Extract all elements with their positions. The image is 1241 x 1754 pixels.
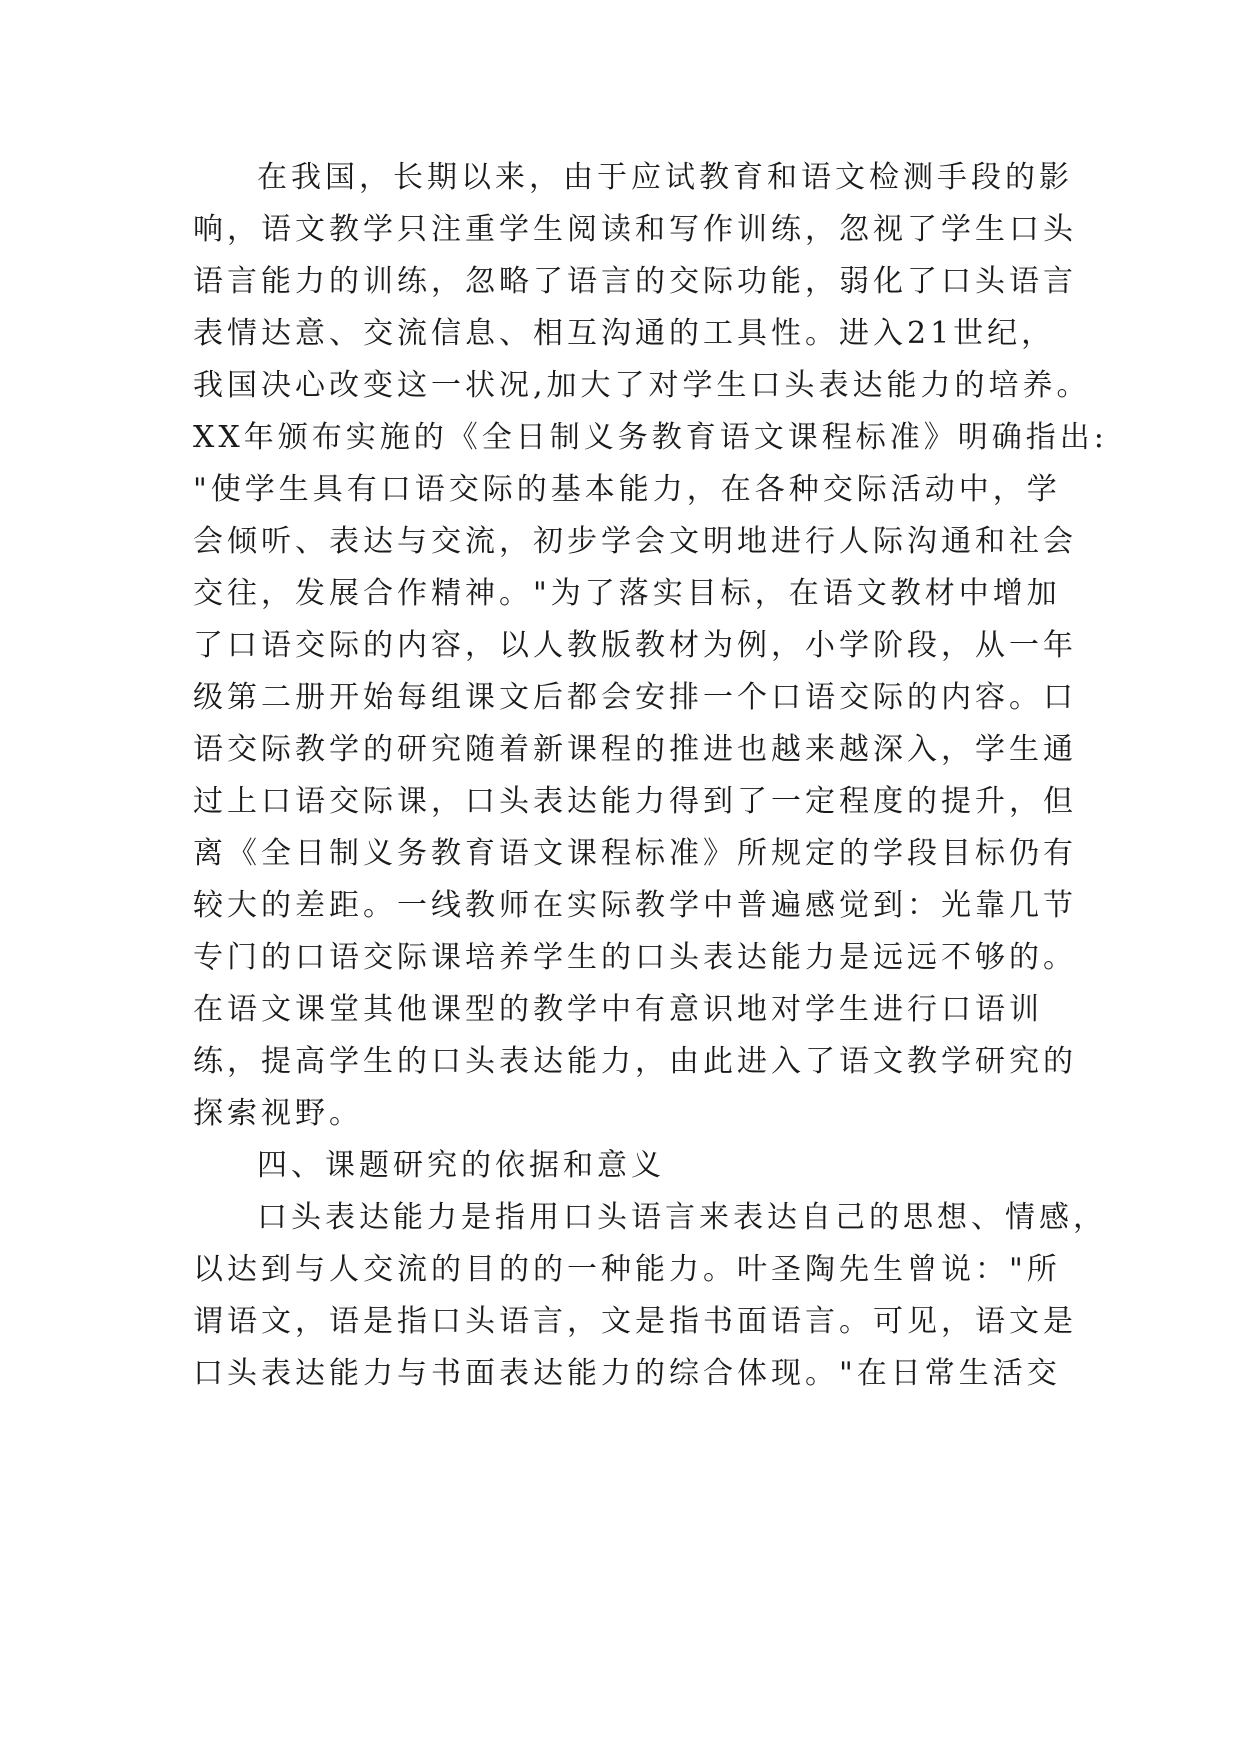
- text-line: 练，提高学生的口头表达能力，由此进入了语文教学研究的: [193, 1044, 1077, 1079]
- text-line: 过上口语交际课，口头表达能力得到了一定程度的提升，但: [193, 784, 1077, 819]
- text-line: 我国决心改变这一状况,加大了对学生口头表达能力的培养。: [193, 368, 1091, 403]
- text-line: 离《全日制义务教育语文课程标准》所规定的学段目标仍有: [193, 836, 1077, 871]
- text-line: 口头表达能力与书面表达能力的综合体现。"在日常生活交: [193, 1356, 1061, 1391]
- text-line: 以达到与人交流的目的的一种能力。叶圣陶先生曾说："所: [193, 1252, 1061, 1287]
- text-line: 级第二册开始每组课文后都会安排一个口语交际的内容。口: [193, 680, 1077, 715]
- text-line: XX年颁布实施的《全日制义务教育语文课程标准》明确指出:: [193, 420, 1108, 455]
- text-line: 专门的口语交际课培养学生的口头表达能力是远远不够的。: [193, 940, 1077, 975]
- text-line: 探索视野。: [193, 1096, 363, 1131]
- text-line: 在语文课堂其他课型的教学中有意识地对学生进行口语训: [193, 992, 1043, 1027]
- section-heading: 四、课题研究的依据和意义: [257, 1148, 665, 1183]
- text-line: 会倾听、表达与交流，初步学会文明地进行人际沟通和社会: [193, 524, 1077, 559]
- text-line: 口头表达能力是指用口头语言来表达自己的思想、情感，: [257, 1200, 1107, 1235]
- text-line: 交往，发展合作精神。"为了落实目标，在语文教材中增加: [193, 576, 1061, 611]
- text-line: 较大的差距。一线教师在实际教学中普遍感觉到：光靠几节: [193, 888, 1077, 923]
- text-line: 了口语交际的内容，以人教版教材为例，小学阶段，从一年: [193, 628, 1077, 663]
- text-line: 表情达意、交流信息、相互沟通的工具性。进入21世纪，: [193, 316, 1056, 351]
- text-line: 语言能力的训练，忽略了语言的交际功能，弱化了口头语言: [193, 264, 1077, 299]
- text-line: 谓语文，语是指口头语言，文是指书面语言。可见，语文是: [193, 1304, 1077, 1339]
- text-line: 语交际教学的研究随着新课程的推进也越来越深入，学生通: [193, 732, 1077, 767]
- text-line: 响，语文教学只注重学生阅读和写作训练，忽视了学生口头: [193, 212, 1077, 247]
- text-line: 在我国，长期以来，由于应试教育和语文检测手段的影: [257, 160, 1073, 195]
- text-line: "使学生具有口语交际的基本能力，在各种交际活动中，学: [193, 472, 1061, 507]
